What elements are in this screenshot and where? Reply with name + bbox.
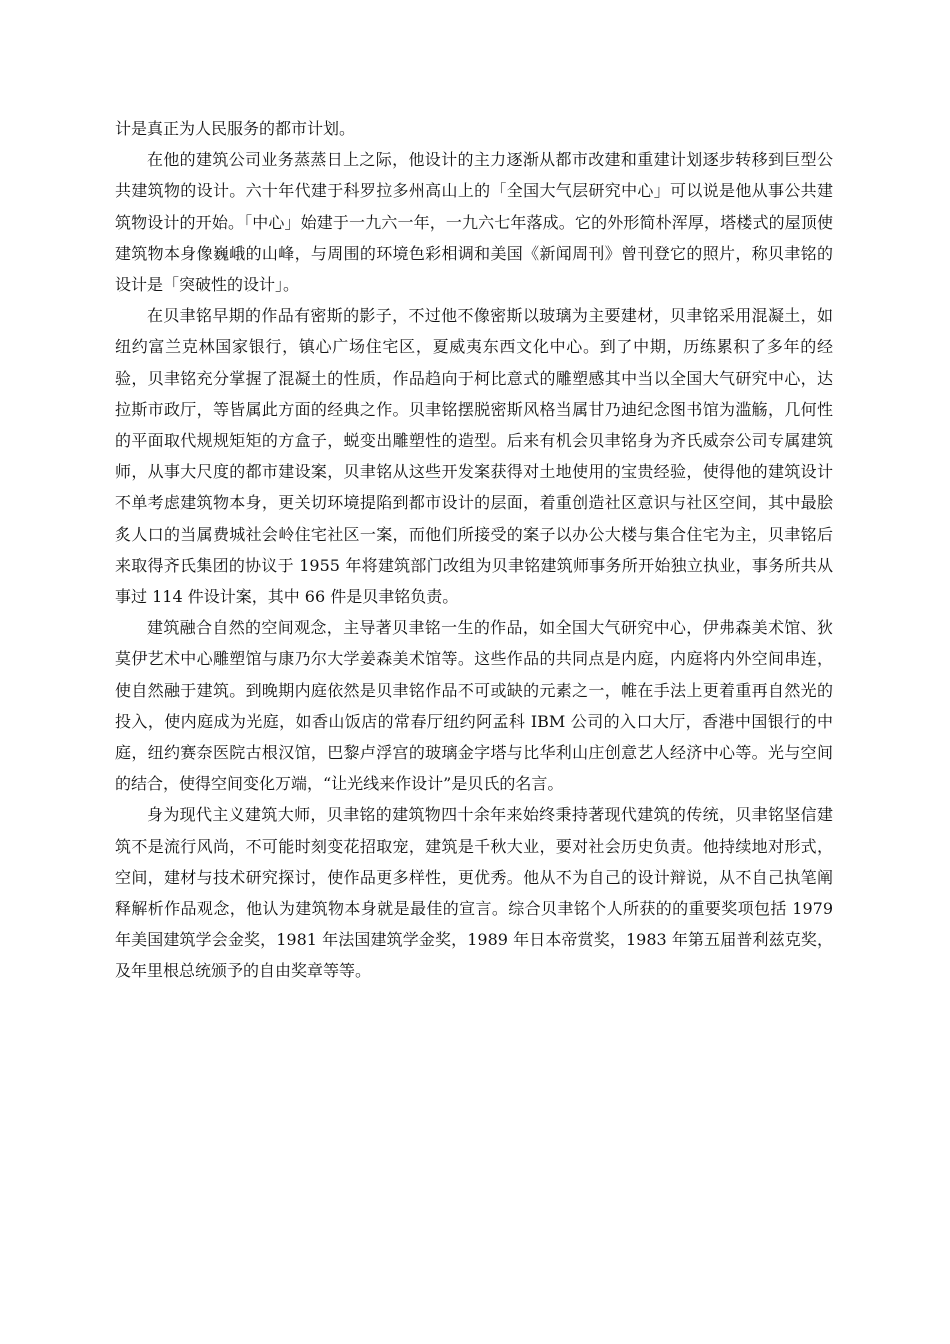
paragraph-continuation: 计是真正为人民服务的都市计划。 [115, 119, 356, 138]
paragraph-space-and-light: 建筑融合自然的空间观念，主导著贝聿铭一生的作品，如全国大气研究中心，伊弗森美术馆、狄莫伊艺术中心雕塑馆与康乃尔大学姜森美术馆等。这些作品的共同点是内庭，内庭将内外空间串连，使自然融于建筑。到晚期内庭依然是贝聿铭作品不可或缺的元素之一，帷在手法上更着重再自然光的投入，使内庭成为光庭，如香山饭店的常春厅纽约阿孟科 IBM 公司的入口大厅，香港中国银行的中庭，纽约赛奈医院古根汉馆，巴黎卢浮宫的玻璃金字塔与比华利山庄创意艺人经济中心等。光与空间的结合，使得空间变化万端，“让光线来作设计”是贝氏的名言。 [115, 618, 833, 794]
paragraph-early-career: 在贝聿铭早期的作品有密斯的影子，不过他不像密斯以玻璃为主要建材，贝聿铭采用混凝土，如纽约富兰克林国家银行，镇心广场住宅区，夏威夷东西文化中心。到了中期，历练累积了多年的经验，贝聿铭充分掌握了混凝土的性质，作品趋向于柯比意式的雕塑感其中当以全国大气研究中心，达拉斯市政厅，等皆属此方面的经典之作。贝聿铭摆脱密斯风格当属甘乃迪纪念图书馆为滥觞，几何性的平面取代规规矩矩的方盒子，蜕变出雕塑性的造型。后来有机会贝聿铭身为齐氏威奈公司专属建筑师，从事大尺度的都市建设案，贝聿铭从这些开发案获得对土地使用的宝贵经验，使得他的建筑设计不单考虑建筑物本身，更关切环境提陷到都市设计的层面，着重创造社区意识与社区空间，其中最脍炙人口的当属费城社会岭住宅社区一案，而他们所接受的案子以办公大楼与集合住宅为主，贝聿铭后来取得齐氏集团的协议于 1955 年将建筑部门改组为贝聿铭建筑师事务所开始独立执业，事务所共从事过 114 件设计案，其中 66 件是贝聿铭负责。 [115, 306, 833, 607]
paragraph-ncar-project: 在他的建筑公司业务蒸蒸日上之际，他设计的主力逐渐从都市改建和重建计划逐步转移到巨型公共建筑物的设计。六十年代建于科罗拉多州高山上的「全国大气层研究中心」可以说是他从事公共建筑物设计的开始。「中心」始建于一九六一年，一九六七年落成。它的外形简朴浑厚，塔楼式的屋顶使建筑物本身像巍峨的山峰，与周围的环境色彩相调和美国《新闻周刊》曾刊登它的照片，称贝聿铭的设计是「突破性的设计」。 [115, 150, 833, 295]
paragraph-modernist-legacy: 身为现代主义建筑大师，贝聿铭的建筑物四十余年来始终秉持著现代建筑的传统，贝聿铭坚信建筑不是流行风尚，不可能时刻变花招取宠，建筑是千秋大业，要对社会历史负责。他持续地对形式，空间，建材与技术研究探讨，使作品更多样性，更优秀。他从不为自己的设计辩说，从不自己执笔阐释解析作品观念，他认为建筑物本身就是最佳的宣言。综合贝聿铭个人所获的的重要奖项包括 1979 年美国建筑学会金奖，1981 年法国建筑学金奖，1989 年日本帝赏奖，1983 年第五届普利兹克奖，及年里根总统颁予的自由奖章等等。 [115, 805, 833, 981]
document-page [115, 113, 833, 987]
